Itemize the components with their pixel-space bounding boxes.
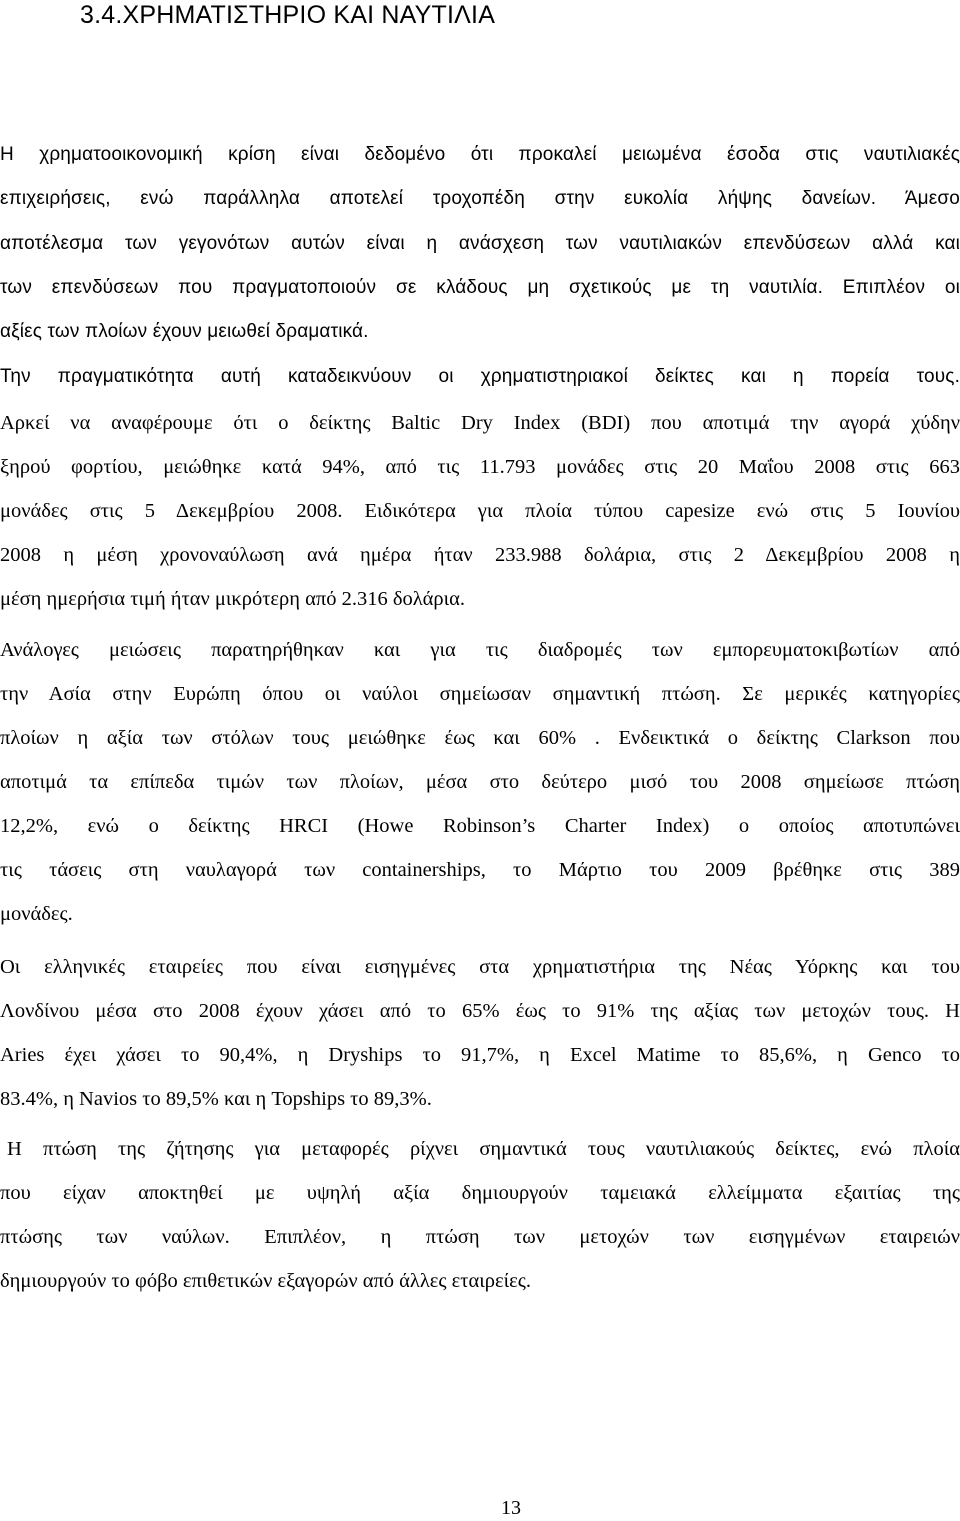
text-line: των επενδύσεων που πραγματοποιούν σε κλάδους μη σχετικούς με τη ναυτιλία. Επιπλέον οι	[0, 276, 960, 298]
paragraph-demand-drop	[7, 1127, 960, 1171]
text-line: τις τάσεις στη ναυλαγορά των containerships, το Μάρτιο του 2009 βρέθηκε στις 389	[0, 859, 960, 881]
text-line: πλοίων η αξία των στόλων τους μειώθηκε έως και 60% . Ενδεικτικά ο δείκτης Clarkson που	[0, 727, 960, 749]
text-line: μέση ημερήσια τιμή ήταν μικρότερη από 2.316 δολάρια.	[0, 588, 466, 610]
text-line: την Ασία στην Ευρώπη όπου οι ναύλοι σημείωσαν σημαντική πτώση. Σε μερικές κατηγορίες	[0, 683, 960, 705]
text-line: Την πραγματικότητα αυτή καταδεικνύουν οι χρηματιστηριακοί δείκτες και η πορεία τους.	[0, 366, 960, 387]
paragraph-container-routes	[0, 628, 960, 936]
text-line: μονάδες.	[0, 903, 73, 925]
text-line: 2008 η μέση χρονοναύλωση ανά ημέρα ήταν 233.988 δολάρια, στις 2 Δεκεμβρίου 2008 η	[0, 544, 960, 566]
text-line: Η πτώση της ζήτησης για μεταφορές ρίχνει σημαντικά τους ναυτιλιακούς δείκτες, ενώ πλοία	[7, 1138, 960, 1160]
text-line: Οι ελληνικές εταιρείες που είναι εισηγμένες στα χρηματιστήρια της Νέας Υόρκης και του	[0, 956, 960, 978]
text-line: πτώσης των ναύλων. Επιπλέον, η πτώση των μετοχών των εισηγμένων εταιρειών	[0, 1226, 960, 1248]
text-line: 12,2%, ενώ ο δείκτης HRCI (Howe Robinson’s Charter Index) ο οποίος αποτυπώνει	[0, 815, 960, 837]
text-line: δημιουργούν το φόβο επιθετικών εξαγορών από άλλες εταιρείες.	[0, 1270, 531, 1292]
section-heading: 3.4.ΧΡΗΜΑΤΙΣΤΗΡΙΟ ΚΑΙ ΝΑΥΤΙΛΙΑ	[80, 1, 496, 29]
paragraph-demand-drop-continued	[0, 1171, 960, 1303]
text-line: Ανάλογες μειώσεις παρατηρήθηκαν και για τις διαδρομές των εμπορευματοκιβωτίων από	[0, 639, 960, 661]
text-line: Aries έχει χάσει το 90,4%, η Dryships το 91,7%, η Excel Matime το 85,6%, η Genco το	[0, 1044, 960, 1066]
text-line: ξηρού φορτίου, μειώθηκε κατά 94%, από τις 11.793 μονάδες στις 20 Μαΐου 2008 στις 663	[0, 456, 960, 478]
text-line: που είχαν αποκτηθεί με υψηλή αξία δημιουργούν ταμειακά ελλείμματα εξαιτίας της	[0, 1182, 960, 1204]
page-number: 13	[501, 1497, 521, 1519]
text-line: Αρκεί να αναφέρουμε ότι ο δείκτης Baltic Dry Index (BDI) που αποτιμά την αγορά χύδην	[0, 412, 960, 434]
paragraph-credit-crisis	[0, 133, 960, 354]
text-line: αξίες των πλοίων έχουν μειωθεί δραματικά.	[0, 321, 369, 343]
text-line: επιχειρήσεις, ενώ παράλληλα αποτελεί τροχοπέδη στην ευκολία λήψης δανείων. Άμεσο	[0, 188, 960, 210]
text-line: 83.4%, η Navios το 89,5% και η Topships το 89,3%.	[0, 1088, 432, 1110]
text-line: μονάδες στις 5 Δεκεμβρίου 2008. Ειδικότερα για πλοία τύπου capesize ενώ στις 5 Ιουνίου	[0, 500, 960, 522]
text-line: Λονδίνου μέσα στο 2008 έχουν χάσει από το 65% έως το 91% της αξίας των μετοχών τους. Η	[0, 1000, 960, 1022]
paragraph-indices-intro	[0, 355, 960, 399]
paragraph-greek-companies	[0, 945, 960, 1121]
text-line: Η χρηματοοικονομική κρίση είναι δεδομένο ότι προκαλεί μειωμένα έσοδα στις ναυτιλιακές	[0, 144, 960, 165]
text-line: αποτέλεσμα των γεγονότων αυτών είναι η ανάσχεση των ναυτιλιακών επενδύσεων αλλά και	[0, 232, 960, 254]
paragraph-baltic-dry-index	[0, 401, 960, 621]
text-line: αποτιμά τα επίπεδα τιμών των πλοίων, μέσα στο δεύτερο μισό του 2008 σημείωσε πτώση	[0, 771, 960, 793]
